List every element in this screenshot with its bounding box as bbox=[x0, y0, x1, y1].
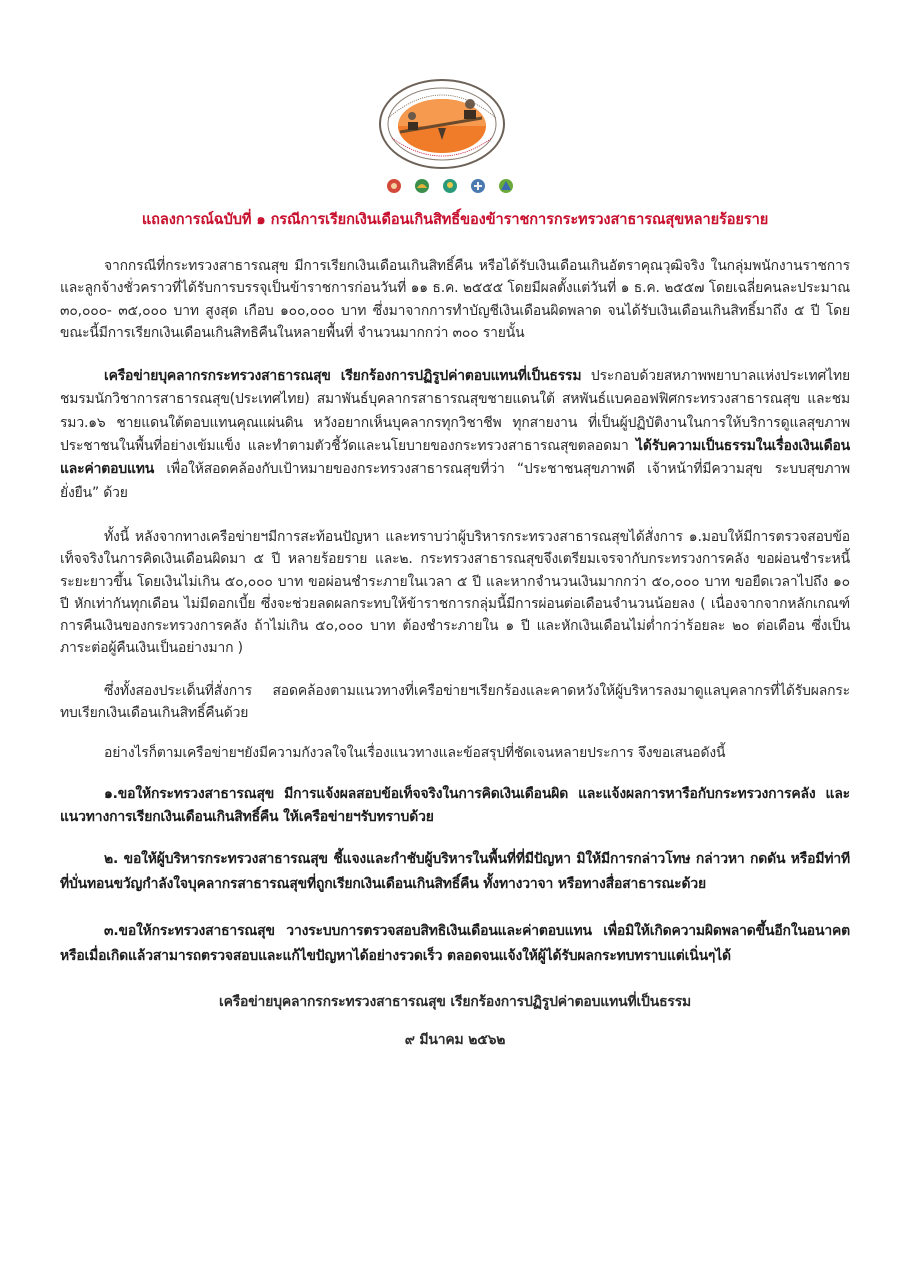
fairness-phrase: ได้รับความเป็นธรรมในเรื่องเงินเดือนและค่าตอบแทน bbox=[60, 438, 850, 478]
public-health-club-logo-icon bbox=[411, 176, 433, 196]
southern-border-logo-icon bbox=[495, 176, 517, 196]
paragraph-network bbox=[60, 365, 850, 505]
statement-date: ๙ มีนาคม ๒๕๖๒ bbox=[404, 1031, 506, 1048]
signature: เครือข่ายบุคลากรกระทรวงสาธารณสุข เรียกร้องการปฏิรูปค่าตอบแทนที่เป็นธรรม bbox=[218, 993, 692, 1010]
scale-seesaw-logo-icon bbox=[378, 78, 506, 170]
nurse-council-logo-icon bbox=[383, 176, 405, 196]
page-title: แถลงการณ์ฉบับที่ ๑ กรณีการเรียกเงินเดือนเกินสิทธิ์ของข้าราชการกระทรวงสาธารณสุขหลายร้อยราย bbox=[141, 211, 769, 228]
demand-1: ๑.ขอให้กระทรวงสาธารณสุข มีการแจ้งผลสอบข้อเท็จจริงในการคิดเงินเดือนผิด และแจ้งผลการหารือกับกระทรวงการคลัง และแนวทางการเรียกเงินเดือนเกินสิทธิ์คืน ให้เครือข่ายฯรับทราบด้วย bbox=[60, 785, 850, 825]
logo-area bbox=[0, 78, 900, 198]
paragraph-alignment: ซึ่งทั้งสองประเด็นที่สั่งการ สอดคล้องตามแนวทางที่เครือข่ายฯเรียกร้องและคาดหวังให้ผู้บริหารลงมาดูแลบุคลากรที่ได้รับผลกระทบเรียกเงินเดือนเกินสิทธิ์คืนด้วย bbox=[60, 682, 850, 722]
network-goal: เพื่อให้สอดคล้องกับเป้าหมายของกระทรวงสาธารณสุขที่ว่า “ประชาชนสุขภาพดี เจ้าหน้าที่มีความสุข ระบบสุขภาพยั่งยืน” ด้วย bbox=[60, 461, 850, 501]
demand-2: ๒. ขอให้ผู้บริหารกระทรวงสาธารณสุข ชี้แจงและกำชับผู้บริหารในพื้นที่ที่มีปัญหา มิให้มีการกล่าวโทษ กล่าวหา กดดัน หรือมีท่าทีที่บั่นทอนขวัญกำลังใจบุคลากรสาธารณสุขที่ถูกเรียกเงินเดือนเกินสิทธิ์คืน ทั้งทางวาจา หรือทางสื่อสาธารณะด้วย bbox=[60, 850, 850, 892]
border-health-logo-icon bbox=[439, 176, 461, 196]
network-name: เครือข่ายบุคลากรกระทรวงสาธารณสุข เรียกร้องการปฏิรูปค่าตอบแทนที่เป็นธรรม bbox=[104, 368, 582, 385]
statement-body bbox=[60, 255, 850, 1051]
office-ex-logo-icon bbox=[467, 176, 489, 196]
demand-3: ๓.ขอให้กระทรวงสาธารณสุข วางระบบการตรวจสอบสิทธิเงินเดือนและค่าตอบแทน เพื่อมิให้เกิดความผิดพลาดขึ้นอีกในอนาคต หรือเมื่อเกิดแล้วสามารถตรวจสอบและแก้ไขปัญหาได้อย่างรวดเร็ว ตลอดจนแจ้งให้ผู้ได้รับผลกระทบทราบแต่เนิ่นๆได้ bbox=[60, 922, 850, 964]
paragraph-response: ทั้งนี้ หลังจากทางเครือข่ายฯมีการสะท้อนปัญหา และทราบว่าผู้บริหารกระทรวงสาธารณสุขได้สั่งการ ๑.มอบให้มีการตรวจสอบข้อเท็จจริงในการคิดเงินเดือนผิดมา ๕ ปี หลายร้อยราย และ๒. กระทรวงสาธารณสุขจึงเตรียมเจรจากับกระทรวงการคลัง ขอผ่อนชำระหนี้ระยะยาวขึ้น โดยเงินไม่เกิน ๕๐,๐๐๐ บาท ขอผ่อนชำระภายในเวลา ๕ ปี และหากจำนวนเงินมากกว่า ๕๐,๐๐๐ บาท ขอยืดเวลาไปถึง ๑๐ ปี หักเท่ากันทุกเดือน ไม่มีดอกเบี้ย ซึ่งจะช่วยลดผลกระทบให้ข้าราชการกลุ่มนี้มีการผ่อนต่อเดือนจำนวนน้อยลง ( เนื่องจากจากหลักเกณฑ์การคืนเงินของกระทรวงการคลัง ถ้าไม่เกิน ๕๐,๐๐๐ บาท ต้องชำระภายใน ๑ ปี และหักเงินเดือนไม่ต่ำกว่าร้อยละ ๒๐ ต่อเดือน ซึ่งเป็นภาระต่อผู้คืนเงินเป็นอย่างมาก ) bbox=[60, 528, 850, 657]
member-logos bbox=[380, 176, 520, 198]
paragraph-background: จากกรณีที่กระทรวงสาธารณสุข มีการเรียกเงินเดือนเกินสิทธิ์คืน หรือได้รับเงินเดือนเกินอัตราคุณวุฒิจริง ในกลุ่มพนักงานราชการและลูกจ้างชั่วคราวที่ได้รับการบรรจุเป็นข้าราชการก่อนวันที่ ๑๑ ธ.ค. ๒๕๕๕ โดยมีผลตั้งแต่วันที่ ๑ ธ.ค. ๒๕๕๗ โดยเฉลี่ยคนละประมาณ ๓๐,๐๐๐- ๓๕,๐๐๐ บาท สูงสุด เกือบ ๑๐๐,๐๐๐ บาท ซึ่งมาจากการทำบัญชีเงินเดือนผิดพลาด จนได้รับเงินเดือนเกินสิทธิ์มาถึง ๕ ปี โดยขณะนี้มีการเรียกเงินเดือนเกินสิทธิคืนในหลายพื้นที่ จำนวนมากกว่า ๓๐๐ รายนั้น bbox=[60, 258, 850, 341]
network-members: ประกอบด้วยสหภาพพยาบาลแห่งประเทศไทย ชมรมนักวิชาการสาธารณสุข(ประเทศไทย) สมาพันธ์บุคลากรสาธารณสุขชายแดนใต้ สหพันธ์แบคออฟฟิศกระทรวงสาธารณสุข และชมรมว.๑๖ ชายแดนใต้ตอบแทนคุณแผ่นดิน หวังอยากเห็นบุคลากรทุกวิชาชีพ ทุกสายงาน ที่เป็นผู้ปฏิบัติงานในการให้บริการดูแลสุขภาพประชาชนในพื้นที่อย่างเข้มแข็ง และทำตามตัวชี้วัดและนโยบายของกระทรวงสาธารณสุขตลอดมา bbox=[60, 368, 850, 455]
paragraph-concerns: อย่างไรก็ตามเครือข่ายฯยังมีความกังวลใจในเรื่องแนวทางและข้อสรุปที่ชัดเจนหลายประการ จึงขอเสนอดังนี้ bbox=[104, 745, 726, 762]
